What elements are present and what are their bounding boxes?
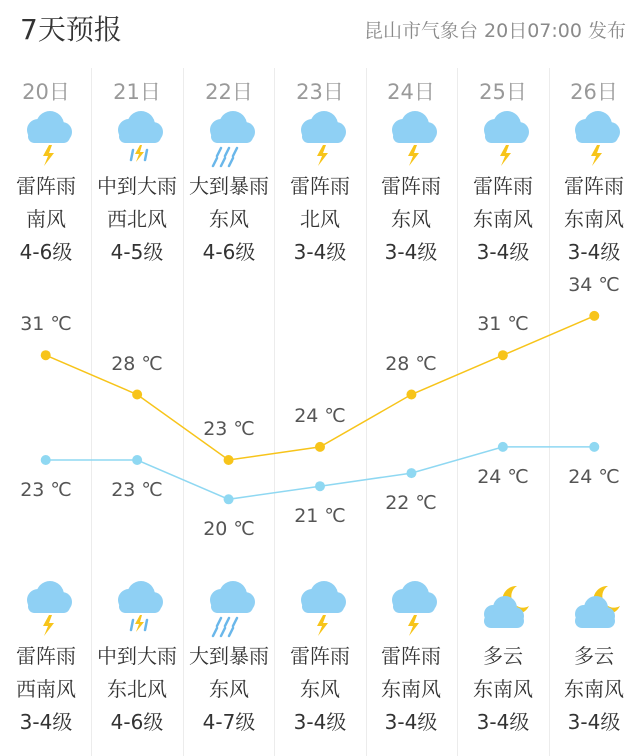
high-temp-point (224, 455, 234, 465)
day-wind-level: 3-4级 (384, 240, 438, 264)
night-wind-level: 3-4级 (19, 710, 73, 734)
day-wind-level: 3-4级 (476, 240, 530, 264)
night-wind-level: 3-4级 (476, 710, 530, 734)
high-temp-line (46, 316, 595, 460)
issuer-info: 昆山市气象台 20日07:00 发布 (363, 20, 626, 42)
day-wind-level: 3-4级 (293, 240, 347, 264)
night-wind-direction: 东北风 (107, 677, 167, 701)
night-wind-level: 3-4级 (293, 710, 347, 734)
day-weather: 雷阵雨 (290, 174, 350, 198)
day-weather: 大到暴雨 (189, 174, 269, 198)
night-weather: 雷阵雨 (290, 644, 350, 668)
high-temp-label: 28 ℃ (111, 353, 163, 375)
low-temp-label: 24 ℃ (568, 466, 620, 488)
day-weather: 中到大雨 (97, 174, 177, 198)
night-weather: 大到暴雨 (189, 644, 269, 668)
night-weather: 多云 (574, 644, 614, 668)
night-wind-level: 3-4级 (567, 710, 621, 734)
low-temp-point (224, 494, 234, 504)
low-temp-label: 23 ℃ (20, 479, 72, 501)
day-weather: 雷阵雨 (16, 174, 76, 198)
day-wind-direction: 东风 (209, 207, 249, 231)
low-temp-label: 24 ℃ (477, 466, 529, 488)
low-temp-point (406, 468, 416, 478)
night-weather: 雷阵雨 (381, 644, 441, 668)
high-temp-label: 31 ℃ (20, 313, 72, 335)
day-weather: 雷阵雨 (381, 174, 441, 198)
low-temp-point (315, 481, 325, 491)
night-wind-direction: 东南风 (473, 677, 533, 701)
day-date: 21日 (113, 80, 161, 104)
night-wind-level: 3-4级 (384, 710, 438, 734)
low-temp-line (46, 447, 595, 499)
day-date: 22日 (205, 80, 253, 104)
high-temp-label: 24 ℃ (294, 405, 346, 427)
high-temp-point (406, 390, 416, 400)
night-weather: 雷阵雨 (16, 644, 76, 668)
high-temp-point (589, 311, 599, 321)
day-date: 23日 (296, 80, 344, 104)
high-temp-label: 23 ℃ (203, 418, 255, 440)
day-date: 25日 (479, 80, 527, 104)
day-weather: 雷阵雨 (473, 174, 533, 198)
night-weather: 多云 (483, 644, 523, 668)
day-date: 20日 (22, 80, 70, 104)
day-weather: 雷阵雨 (564, 174, 624, 198)
high-temp-point (498, 350, 508, 360)
day-wind-direction: 北风 (300, 207, 340, 231)
low-temp-point (132, 455, 142, 465)
night-wind-direction: 东南风 (381, 677, 441, 701)
day-wind-level: 4-5级 (110, 240, 164, 264)
low-temp-label: 22 ℃ (385, 492, 437, 514)
day-wind-level: 4-6级 (202, 240, 256, 264)
night-wind-direction: 东风 (209, 677, 249, 701)
low-temp-point (498, 442, 508, 452)
night-weather: 中到大雨 (97, 644, 177, 668)
night-wind-level: 4-7级 (202, 710, 256, 734)
low-temp-label: 20 ℃ (203, 518, 255, 540)
night-wind-direction: 西南风 (16, 677, 76, 701)
day-wind-direction: 东风 (391, 207, 431, 231)
high-temp-label: 34 ℃ (568, 274, 620, 296)
day-wind-direction: 西北风 (107, 207, 167, 231)
low-temp-point (589, 442, 599, 452)
high-temp-point (315, 442, 325, 452)
low-temp-label: 23 ℃ (111, 479, 163, 501)
day-date: 24日 (387, 80, 435, 104)
day-wind-level: 4-6级 (19, 240, 73, 264)
high-temp-point (41, 350, 51, 360)
high-temp-point (132, 390, 142, 400)
night-wind-direction: 东风 (300, 677, 340, 701)
low-temp-label: 21 ℃ (294, 505, 346, 527)
night-wind-direction: 东南风 (564, 677, 624, 701)
high-temp-label: 28 ℃ (385, 353, 437, 375)
high-temp-label: 31 ℃ (477, 313, 529, 335)
low-temp-point (41, 455, 51, 465)
night-wind-level: 4-6级 (110, 710, 164, 734)
day-wind-level: 3-4级 (567, 240, 621, 264)
day-wind-direction: 东南风 (564, 207, 624, 231)
day-date: 26日 (570, 80, 618, 104)
day-wind-direction: 东南风 (473, 207, 533, 231)
day-wind-direction: 南风 (26, 207, 66, 231)
page-title: 7天预报 (20, 13, 122, 46)
